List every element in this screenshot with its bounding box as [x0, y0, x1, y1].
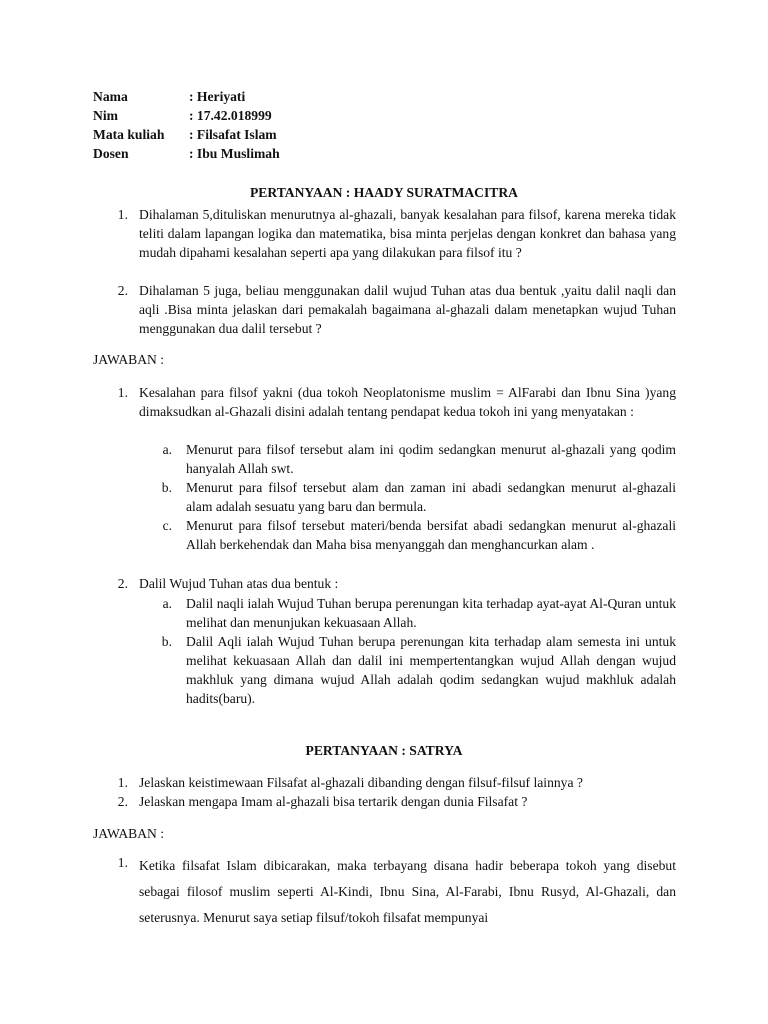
s2-answer-text: Ketika filsafat Islam dibicarakan, maka terbayang disana hadir beberapa tokoh yang disebut sebagai filosof muslim seperti Al-Kindi, Ibnu Sina, Al-Farabi, Ibnu Rusyd, Al-Ghazali, dan seterusnya. Menurut saya setiap filsuf/tokoh filsafat mempunyai — [139, 858, 676, 925]
label-dosen: Dosen — [93, 146, 129, 161]
s1-subanswer-text: Dalil naqli ialah Wujud Tuhan berupa perenungan kita terhadap ayat-ayat Al-Quran untuk melihat dan menunjukan kekuasaan Allah. — [186, 596, 676, 630]
label-nim: Nim — [93, 108, 118, 123]
s1-subanswer-text: Menurut para filsof tersebut alam dan zaman ini abadi sedangkan menurut al-ghazali alam adalah sesuatu yang baru dan bermula. — [186, 480, 676, 514]
value-mata-kuliah: : Filsafat Islam — [189, 127, 277, 142]
s2-question-number: 2. — [117, 794, 128, 809]
s2-answer-label: JAWABAN : — [93, 826, 165, 841]
section1-title: PERTANYAAN : HAADY SURATMACITRA — [249, 185, 518, 200]
s2-question-text: Jelaskan keistimewaan Filsafat al-ghazali dibanding dengan filsuf-filsuf lainnya ? — [139, 775, 583, 790]
value-nama: : Heriyati — [189, 89, 246, 104]
s1-question-text: Dihalaman 5 juga, beliau menggunakan dalil wujud Tuhan atas dua bentuk ,yaitu dalil naqli dan aqli .Bisa minta jelaskan dari pemakalah bagaimana al-ghazali dalam menetapkan wujud Tuhan menggunakan dua dalil tersebut ? — [139, 283, 676, 336]
s1-subanswer-text: Menurut para filsof tersebut materi/benda bersifat abadi sedangkan menurut al-ghazali Allah berkehendak dan Maha bisa menyanggah dan menghancurkan alam . — [186, 518, 676, 552]
s1-subanswer-number: b. — [161, 634, 172, 649]
s1-subanswer-number: c. — [162, 518, 172, 533]
label-nama: Nama — [93, 89, 128, 104]
s1-question-number: 2. — [117, 283, 128, 298]
student-info — [93, 87, 393, 163]
s1-subanswer-number: a. — [162, 596, 172, 611]
s1-subanswer-number: b. — [161, 480, 172, 495]
s2-answer-number: 1. — [117, 855, 128, 870]
s2-question-number: 1. — [117, 775, 128, 790]
value-nim: : 17.42.018999 — [189, 108, 272, 123]
s2-question-text: Jelaskan mengapa Imam al-ghazali bisa tertarik dengan dunia Filsafat ? — [139, 794, 528, 809]
s1-subanswer-text: Menurut para filsof tersebut alam ini qodim sedangkan menurut al-ghazali yang qodim hanyalah Allah swt. — [186, 442, 676, 476]
value-dosen: : Ibu Muslimah — [189, 146, 280, 161]
section2-title: PERTANYAAN : SATRYA — [305, 743, 463, 758]
s1-subanswer-number: a. — [162, 442, 172, 457]
s1-answer-number: 2. — [117, 576, 128, 591]
s1-answer-label: JAWABAN : — [93, 352, 165, 367]
s1-answer-number: 1. — [117, 385, 128, 400]
s1-answer-text: Dalil Wujud Tuhan atas dua bentuk : — [139, 576, 339, 591]
s1-question-text: Dihalaman 5,dituliskan menurutnya al-ghazali, banyak kesalahan para filsof, karena mereka tidak teliti dalam lapangan logika dan matematika, bisa minta perjelas dengan konkret dan bahasa yang mudah dipahami kesalahan seperti apa yang dilakukan para filsof itu ? — [139, 207, 676, 260]
s1-answer-text: Kesalahan para filsof yakni (dua tokoh Neoplatonisme muslim = AlFarabi dan Ibnu Sina )yang dimaksudkan al-Ghazali disini adalah tentang pendapat kedua tokoh ini yang menyatakan : — [139, 385, 676, 419]
label-mata-kuliah: Mata kuliah — [93, 127, 165, 142]
s1-subanswer-text: Dalil Aqli ialah Wujud Tuhan berupa perenungan kita terhadap alam semesta ini untuk melihat kekuasaan Allah dan dalil ini mempertentangkan wujud Allah dengan wujud makhluk yang dimana wujud Allah adalah qodim sedangkan wujud makhluk adalah hadits(baru). — [186, 634, 676, 706]
s1-question-number: 1. — [117, 207, 128, 222]
